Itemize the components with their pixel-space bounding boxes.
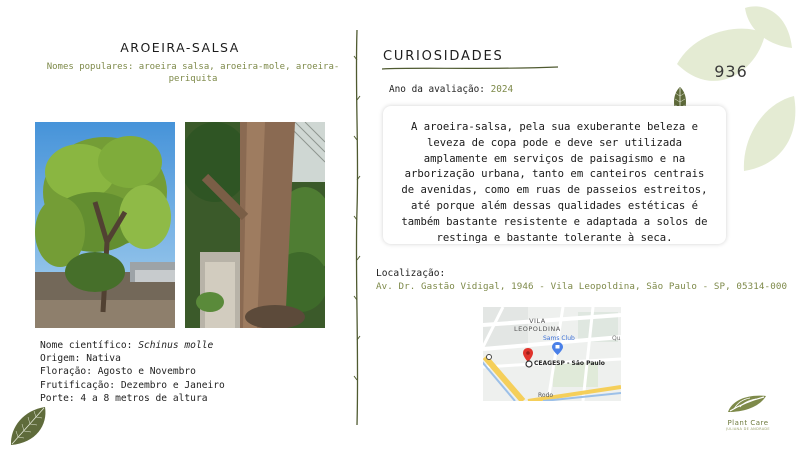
map-road-label: Rodo <box>538 392 554 399</box>
curiosities-card <box>383 106 726 244</box>
vine-divider <box>352 30 362 425</box>
scientific-name-line: Nome científico: Schinus molle <box>40 340 214 351</box>
brand-tagline: JULIANA DE ANDRADE <box>726 427 770 431</box>
brand-name: Plant Care <box>727 419 769 427</box>
year-value: 2024 <box>490 84 514 95</box>
location-address: Av. Dr. Gastão Vidigal, 1946 - Vila Leopoldina, São Paulo - SP, 05314-000 <box>376 281 788 292</box>
map-district-label: VILA LEOPOLDINA <box>514 317 561 333</box>
scientific-name: Schinus molle <box>138 340 214 351</box>
tree-photo-trunk <box>185 122 325 328</box>
brand-logo <box>718 392 778 431</box>
map-station-icon <box>525 360 533 368</box>
popular-names: Nomes populares: aroeira salsa, aroeira-mole, aroeira-periquita <box>46 62 340 84</box>
fruiting: Frutificação: Dezembro e Janeiro <box>40 379 225 391</box>
map-shop-pin-icon <box>552 342 563 355</box>
map-place-sams: Sams Club <box>543 335 575 342</box>
plant-title: AROEIRA-SALSA <box>120 40 240 55</box>
location-map[interactable] <box>483 307 621 401</box>
curiosities-title: CURIOSIDADES <box>383 49 504 64</box>
map-place-ceagesp: CEAGESP - São Paulo <box>534 360 605 367</box>
pale-leaf-bottom-icon <box>742 94 798 172</box>
plant-care-logo-icon <box>726 392 770 414</box>
location-label: Localização: <box>376 268 446 279</box>
pale-leaf-top-icon <box>743 4 793 50</box>
plant-facts <box>40 339 225 405</box>
dark-leaf-icon <box>8 405 48 447</box>
origin: Origem: Nativa <box>40 353 121 365</box>
size: Porte: 4 a 8 metros de altura <box>40 392 208 404</box>
map-edge-label: Qu <box>612 335 621 342</box>
plant-number-badge: 936 <box>714 62 748 81</box>
evaluation-year: Ano da avaliação: 2024 <box>389 84 514 95</box>
curiosities-text: A aroeira-salsa, pela sua exuberante beleza e leveza de copa pode e deve ser utilizada amplamente em serviços de paisagismo e na arborização urbana, tanto em canteiros centrais de avenidas, como em ruas de passeios estreitos, até porque além dessas qualidades estéticas é também bastante resistente e adaptada a solos de restinga e bastante tolerante à seca. <box>401 121 708 244</box>
tree-photo-canopy <box>35 122 175 328</box>
title-underline <box>380 64 560 72</box>
flowering: Floração: Agosto e Novembro <box>40 366 196 378</box>
